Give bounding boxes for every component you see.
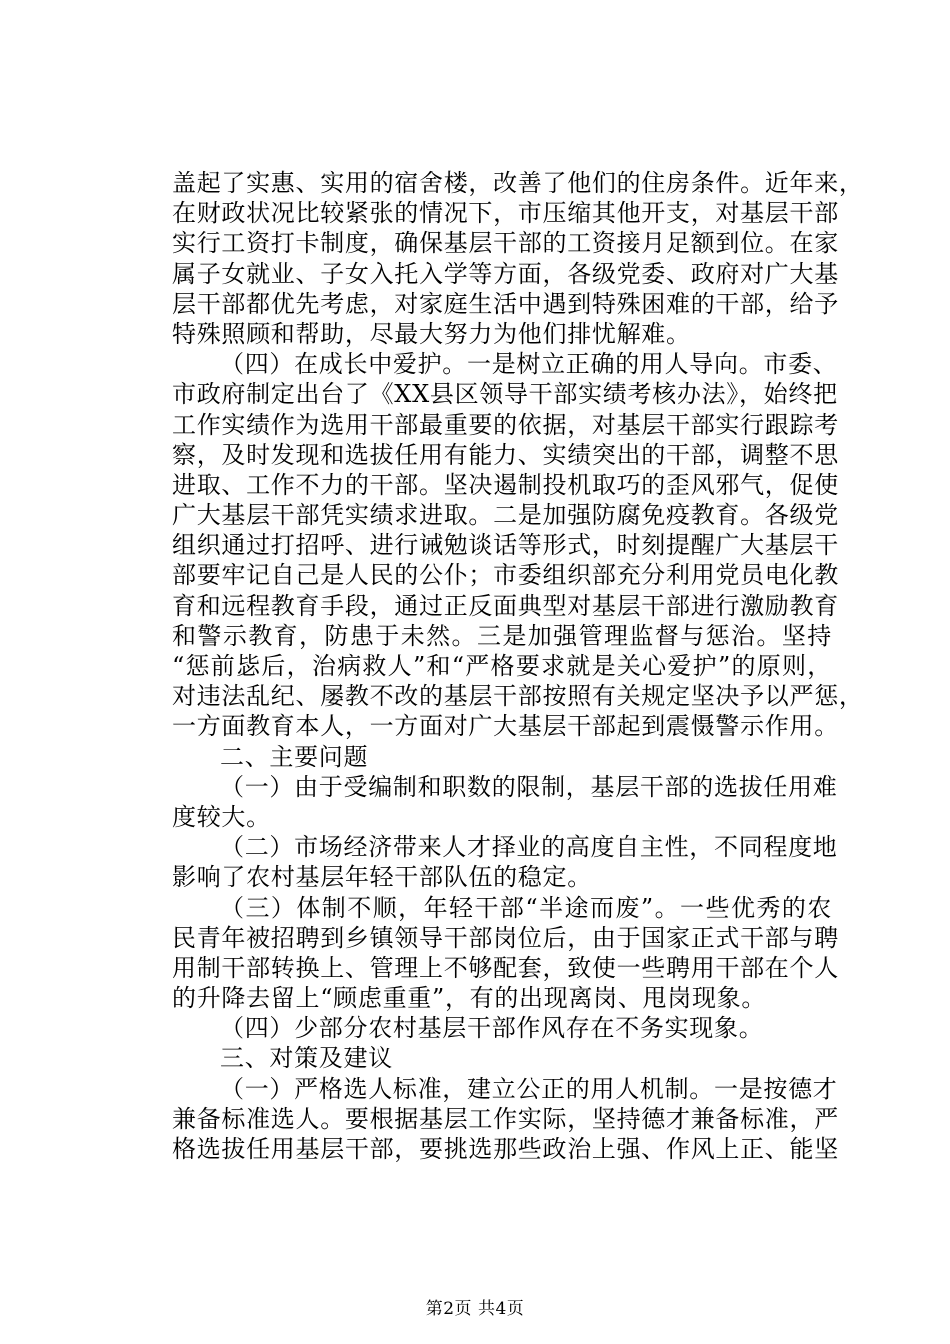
paragraph-start: （三）体制不顺，年轻干部“半途而废”。一些优秀的农 xyxy=(220,893,832,922)
text-line: 特殊照顾和帮助，尽最大努力为他们排忧解难。 xyxy=(172,319,691,348)
text-line: 在财政状况比较紧张的情况下，市压缩其他开支，对基层干部 xyxy=(172,199,839,228)
paragraph-start: （二）市场经济带来人才择业的高度自主性，不同程度地 xyxy=(220,833,838,862)
body-text xyxy=(172,168,864,1164)
text-line: 的升降去留上“顾虑重重”，有的出现离岗、甩岗现象。 xyxy=(172,984,767,1013)
text-line: 对违法乱纪、屡教不改的基层干部按照有关规定坚决予以严惩， xyxy=(172,682,864,711)
text-line: 广大基层干部凭实绩求进取。二是加强防腐免疫教育。各级党 xyxy=(172,501,839,530)
paragraph-start: （一）由于受编制和职数的限制，基层干部的选拔任用难 xyxy=(220,772,838,801)
paragraph-start: （四）在成长中爱护。一是树立正确的用人导向。市委、 xyxy=(220,350,838,379)
paragraph-start: （四）少部分农村基层干部作风存在不务实现象。 xyxy=(220,1014,764,1043)
text-line: 层干部都优先考虑，对家庭生活中遇到特殊困难的干部，给予 xyxy=(172,289,839,318)
text-line: 进取、工作不力的干部。坚决遏制投机取巧的歪风邪气，促使 xyxy=(172,470,839,499)
text-line: 市政府制定出台了《XX县区领导干部实绩考核办法》，始终把 xyxy=(172,380,838,409)
page-footer: 第2页 共4页 xyxy=(425,1299,525,1319)
text-line: 用制干部转换上、管理上不够配套，致使一些聘用干部在个人 xyxy=(172,953,839,982)
text-line: 民青年被招聘到乡镇领导干部岗位后，由于国家正式干部与聘 xyxy=(172,923,839,952)
text-line: “惩前毖后，治病救人”和“严格要求就是关心爱护”的原则， xyxy=(172,652,832,680)
text-line: 属子女就业、子女入托入学等方面，各级党委、政府对广大基 xyxy=(172,259,839,288)
text-line: 察，及时发现和选拔任用有能力、实绩突出的干部，调整不思 xyxy=(172,440,839,469)
text-line: 育和远程教育手段，通过正反面典型对基层干部进行激励教育 xyxy=(172,591,839,620)
text-line: 部要牢记自己是人民的公仆；市委组织部充分利用党员电化教 xyxy=(172,561,839,590)
text-line: 一方面教育本人，一方面对广大基层干部起到震慑警示作用。 xyxy=(172,712,839,741)
section-heading: 二、主要问题 xyxy=(220,742,369,771)
section-heading: 三、对策及建议 xyxy=(220,1044,393,1073)
text-line: 组织通过打招呼、进行诫勉谈话等形式，时刻提醒广大基层干 xyxy=(172,531,839,560)
text-line: 工作实绩作为选用干部最重要的依据，对基层干部实行跟踪考 xyxy=(172,410,839,439)
text-line: 影响了农村基层年轻干部队伍的稳定。 xyxy=(172,863,592,892)
paragraph-start: （一）严格选人标准，建立公正的用人机制。一是按德才 xyxy=(220,1074,838,1103)
text-line: 格选拔任用基层干部，要挑选那些政治上强、作风上正、能坚 xyxy=(172,1135,839,1163)
text-line: 度较大。 xyxy=(172,802,271,831)
text-line: 兼备标准选人。要根据基层工作实际，坚持德才兼备标准，严 xyxy=(172,1104,839,1133)
text-line: 盖起了实惠、实用的宿舍楼，改善了他们的住房条件。近年来， xyxy=(172,169,864,197)
text-line: 和警示教育，防患于未然。三是加强管理监督与惩治。坚持 xyxy=(172,621,832,650)
text-line: 实行工资打卡制度，确保基层干部的工资接月足额到位。在家 xyxy=(172,229,839,258)
